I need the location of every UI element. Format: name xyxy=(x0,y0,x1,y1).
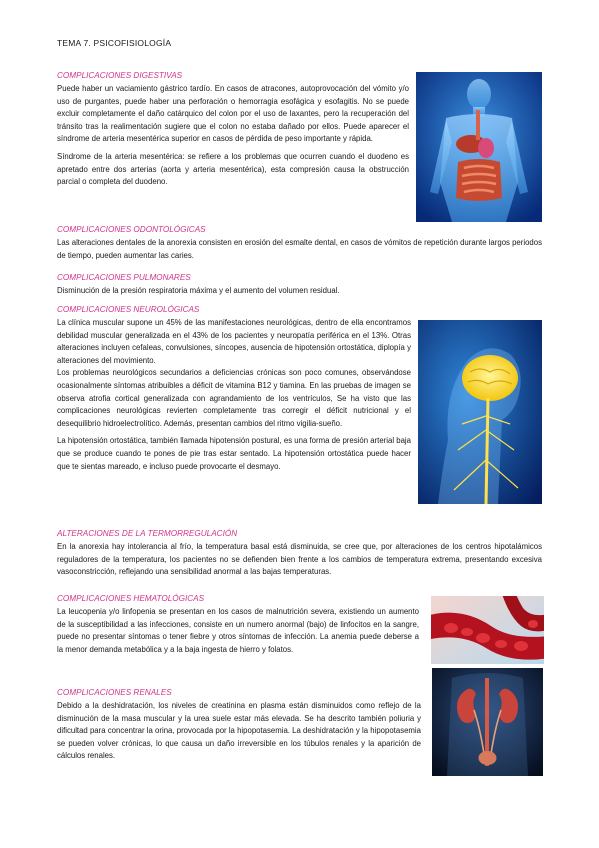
blood-cells-illustration xyxy=(431,596,544,664)
section-renales xyxy=(57,688,421,768)
section-pulmonares xyxy=(57,273,542,303)
paragraph: Puede haber un vaciamiento gástrico tardío. En casos de atracones, autoprovocación del vómito y/o uso de purgantes, puede haber una perforación o hemorragia esofágica y esofagitis. No se puede excluir completamente el daño catárquico del colon por el uso de laxantes, pero la recuperación del tránsito tras la realimentación sugiere que el colon no estaba dañado por ellos. Puede aparecer el síndrome de arteria mesentérica superior en casos de pérdida de peso importante y rápida. xyxy=(57,84,409,144)
paragraph: La hipotensión ortostática, también llamada hipotensión postural, es una forma de presión arterial baja que se produce cuando te pones de pie tras estar sentado. La hipotensión ortostática puede hacer que te sientas mareado, e incluso puede provocarte el desmayo. xyxy=(57,436,411,471)
nervous-system-illustration xyxy=(418,320,542,504)
section-title: COMPLICACIONES DIGESTIVAS xyxy=(57,71,183,80)
section-odontologicas xyxy=(57,225,542,267)
section-neurologicas xyxy=(57,305,411,478)
paragraph: Disminución de la presión respiratoria máxima y el aumento del volumen residual. xyxy=(57,286,340,295)
section-title: COMPLICACIONES HEMATOLÓGICAS xyxy=(57,594,205,603)
paragraph: Síndrome de la arteria mesentérica: se refiere a los problemas que ocurren cuando el duodeno es apretado entre dos arterias (aorta y arteria mesentérica), esta compresión causa la obstrucción parcial o completa del duodeno. xyxy=(57,151,409,187)
section-termorregulacion xyxy=(57,529,542,584)
section-title: COMPLICACIONES ODONTOLÓGICAS xyxy=(57,225,206,234)
paragraph: La leucopenia y/o linfopenia se presentan en los casos de malnutrición severa, existiendo un aumento de la susceptibilidad a las infecciones, consiste en un numero anormal (bajo) de linfocitos en la sangre, puede no presentar síntomas o tener fiebre y otros síntomas de infección. La anemia puede deberse a la menor demanda metabólica y a la baja ingesta de hierro y folatos. xyxy=(57,607,419,654)
paragraph: Debido a la deshidratación, los niveles de creatinina en plasma están disminuidos como reflejo de la disminución de la masa muscular y la urea suele estar más elevada. Se ha descrito también poliuria y dificultad para concentrar la orina, provocada por la hipopotasemia. La deshidratación y la hipopotasemia se pueden volver crónicas, lo que causa un daño irreversible en los túbulos renales y la aparición de cálculos renales. xyxy=(57,701,421,761)
paragraph: En la anorexia hay intolerancia al frío, la temperatura basal está disminuida, se cree que, por alteraciones de los centros hipotalámicos reguladores de la temperatura, los pacientes no se defienden bien frente a los cambios de temperatura extrema, presentando excesiva vasoconstricción, reflejando una sensibilidad anormal a las bajas temperaturas. xyxy=(57,542,542,577)
section-title: ALTERACIONES DE LA TERMORREGULACIÓN xyxy=(57,529,238,538)
section-title: COMPLICACIONES PULMONARES xyxy=(57,273,191,282)
page-header: TEMA 7. PSICOFISIOLOGÍA xyxy=(57,38,172,48)
paragraph: Los problemas neurológicos secundarios a deficiencias crónicas son poco comunes, observándose ocasionalmente síntomas atribuibles a déficit de vitamina B12 y tiamina. En las pruebas de imagen se observa atrofia cortical generalizada con agrandamiento de los ventrículos, Se ha visto que las complicaciones neurológicas revierten completamente tras corregir el déficit nutricional y el desequilibrio hidroelectrolítico. Además, presentan cambios del ritmo vigilia-sueño. xyxy=(57,368,411,428)
section-hematologicas xyxy=(57,594,419,661)
paragraph: La clínica muscular supone un 45% de las manifestaciones neurológicas, dentro de ella encontramos debilidad muscular generalizada en el 43% de los pacientes y neuropatía periférica en el 13%. Otras alteraciones incluyen cefaleas, convulsiones, síncopes, ausencia de hipotensión ortostática, diplopía y alteraciones del movimiento. xyxy=(57,318,411,365)
section-title: COMPLICACIONES NEUROLÓGICAS xyxy=(57,305,200,314)
paragraph: Las alteraciones dentales de la anorexia consisten en erosión del esmalte dental, en casos de vómitos de repetición durante largos periodos de tiempo, pueden aumentar las caries. xyxy=(57,238,543,260)
section-digestivas xyxy=(57,71,409,194)
digestive-system-illustration xyxy=(416,72,542,222)
kidney-illustration xyxy=(432,668,543,776)
section-title: COMPLICACIONES RENALES xyxy=(57,688,172,697)
